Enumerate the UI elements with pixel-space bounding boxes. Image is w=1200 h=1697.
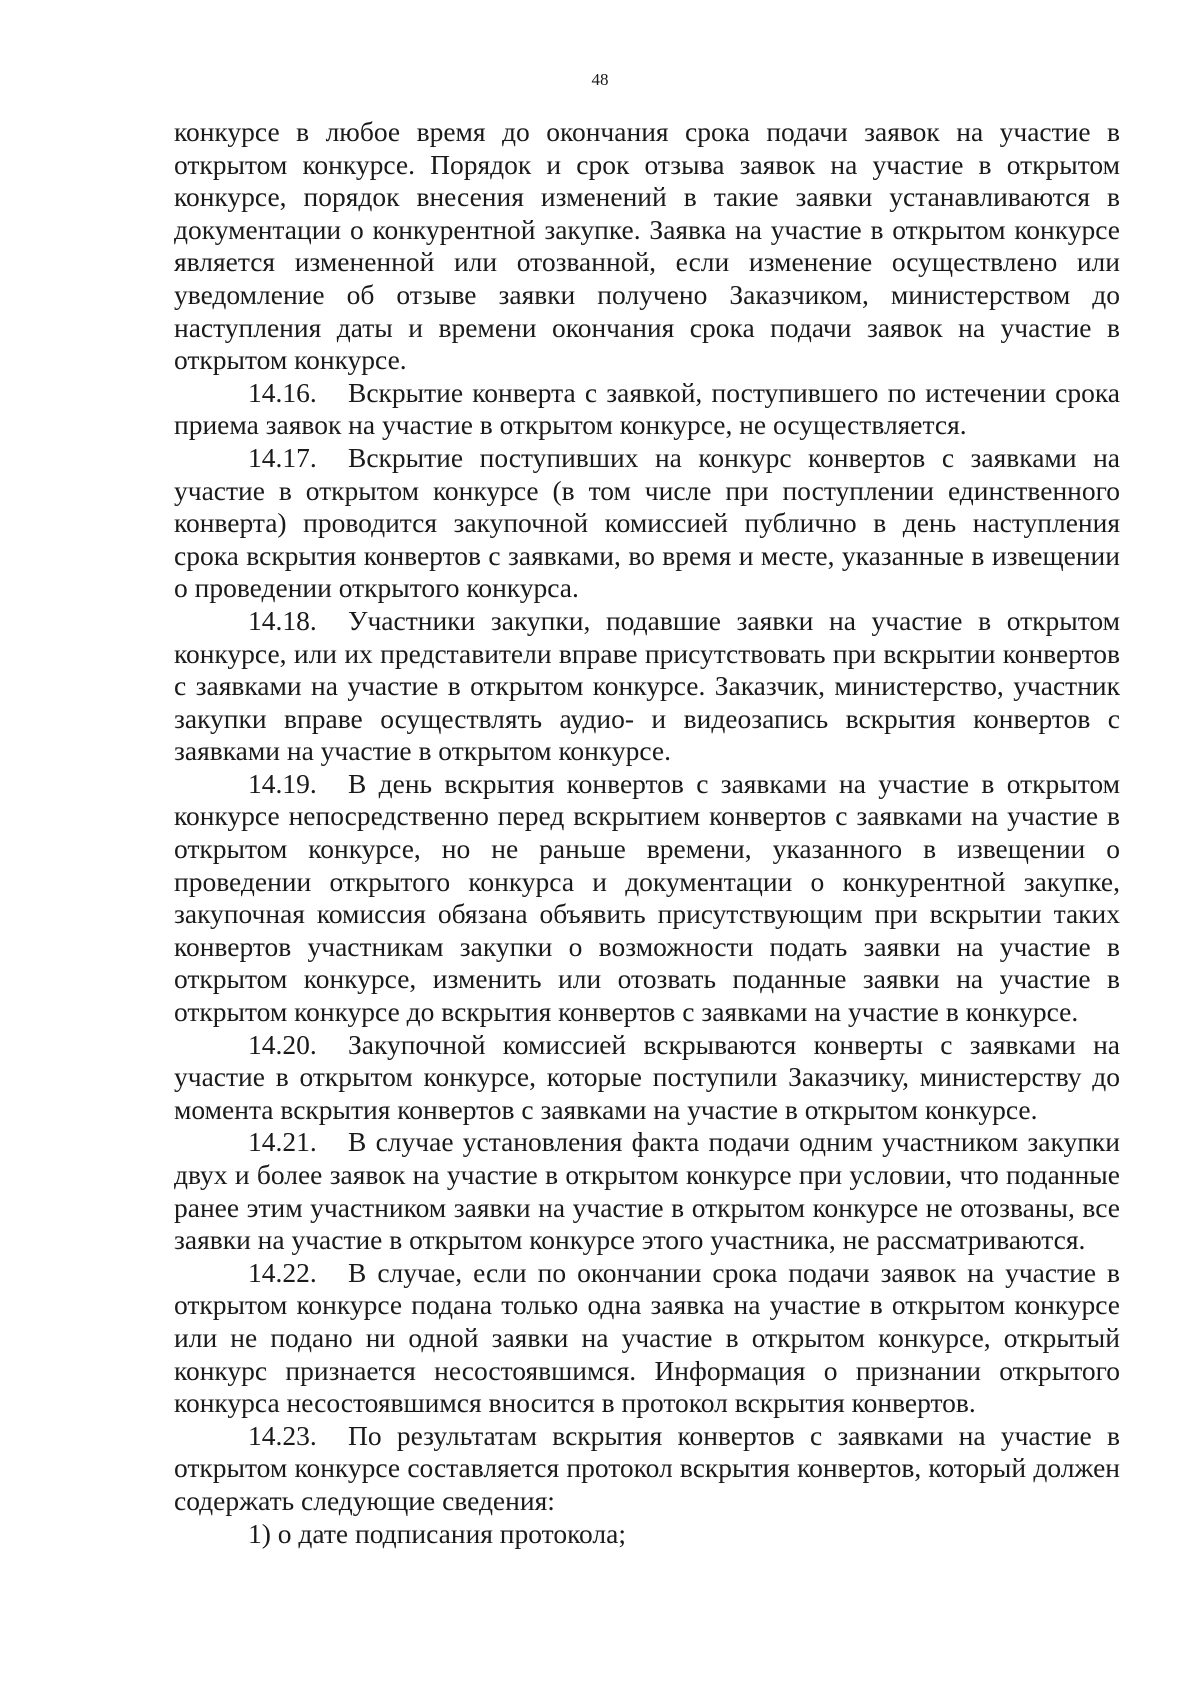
list-item-text: о дате подписания протокола; [277,1517,626,1549]
clause-text: По результатам вскрытия конвертов с заявками на участие в открытом конкурсе составляется протокол вскрытия конвертов, который должен содержать следующие сведения: [174,1419,1120,1516]
clause-number: 14.16. [248,376,317,408]
clause-number: 14.18. [248,604,317,636]
clause-number: 14.17. [248,441,317,473]
list-marker: 1) [248,1517,271,1549]
clause-number: 14.23. [248,1419,317,1451]
clause-14-19 [174,768,1120,1029]
clause-text: Вскрытие конверта с заявкой, поступившего по истечении срока приема заявок на участие в открытом конкурсе, не осуществляется. [174,376,1120,441]
clause-text: Вскрытие поступивших на конкурс конвертов с заявками на участие в открытом конкурсе (в том числе при поступлении единственного конверта) проводится закупочной комиссией публично в день наступления срока вскрытия конвертов с заявками, во время и месте, указанные в извещении о проведении открытого конкурса. [174,441,1120,604]
clause-text: В день вскрытия конвертов с заявками на участие в открытом конкурсе непосредственно перед вскрытием конвертов с заявками на участие в открытом конкурсе, но не раньше времени, указанного в извещении о проведении открытого конкурса и документации о конкурентной закупке, закупочная комиссия обязана объявить присутствующим при вскрытии таких конвертов участникам закупки о возможности подать заявки на участие в открытом конкурсе, изменить или отозвать поданные заявки на участие в открытом конкурсе до вскрытия конвертов с заявками на участие в конкурсе. [174,767,1120,1028]
clause-text: В случае установления факта подачи одним участником закупки двух и более заявок на участие в открытом конкурсе при условии, что поданные ранее этим участником заявки на участие в открытом конкурсе не отозваны, все заявки на участие в открытом конкурсе этого участника, не рассматриваются. [174,1126,1120,1256]
page-number: 48 [591,70,609,89]
list-item [174,1518,1120,1551]
clause-text: В случае, если по окончании срока подачи заявок на участие в открытом конкурсе подана только одна заявка на участие в открытом конкурсе или не подано ни одной заявки на участие в открытом конкурсе, открытый конкурс признается несостоявшимся. Информация о признании открытого конкурса несостоявшимся вносится в протокол вскрытия конвертов. [174,1256,1120,1419]
lead-paragraph: конкурсе в любое время до окончания срока подачи заявок на участие в открытом конкурсе. Порядок и срок отзыва заявок на участие в открытом конкурсе, порядок внесения изменений в такие заявки устанавливаются в документации о конкурентной закупке. Заявка на участие в открытом конкурсе является измененной или отозванной, если изменение осуществлено или уведомление об отзыве заявки получено Заказчиком, министерством до наступления даты и времени окончания срока подачи заявок на участие в открытом конкурсе. [174,116,1120,376]
clause-number: 14.22. [248,1256,317,1288]
clause-14-16 [174,377,1120,442]
clause-text: Закупочной комиссией вскрываются конверты с заявками на участие в открытом конкурсе, которые поступили Заказчику, министерству до момента вскрытия конвертов с заявками на участие в открытом конкурсе. [174,1028,1120,1125]
clause-14-22 [174,1257,1120,1420]
clause-14-18 [174,605,1120,768]
clause-14-21 [174,1126,1120,1256]
clause-number: 14.21. [248,1126,317,1158]
clause-number: 14.19. [248,767,317,799]
clause-text: Участники закупки, подавшие заявки на участие в открытом конкурсе, или их представители вправе присутствовать при вскрытии конвертов с заявками на участие в открытом конкурсе. Заказчик, министерство, участник закупки вправе осуществлять аудио- и видеозапись вскрытия конвертов с заявками на участие в открытом конкурсе. [174,604,1120,767]
clause-14-17 [174,442,1120,605]
clause-14-23 [174,1420,1120,1518]
document-body [174,116,1120,1550]
clause-number: 14.20. [248,1028,317,1060]
clause-14-20 [174,1029,1120,1127]
